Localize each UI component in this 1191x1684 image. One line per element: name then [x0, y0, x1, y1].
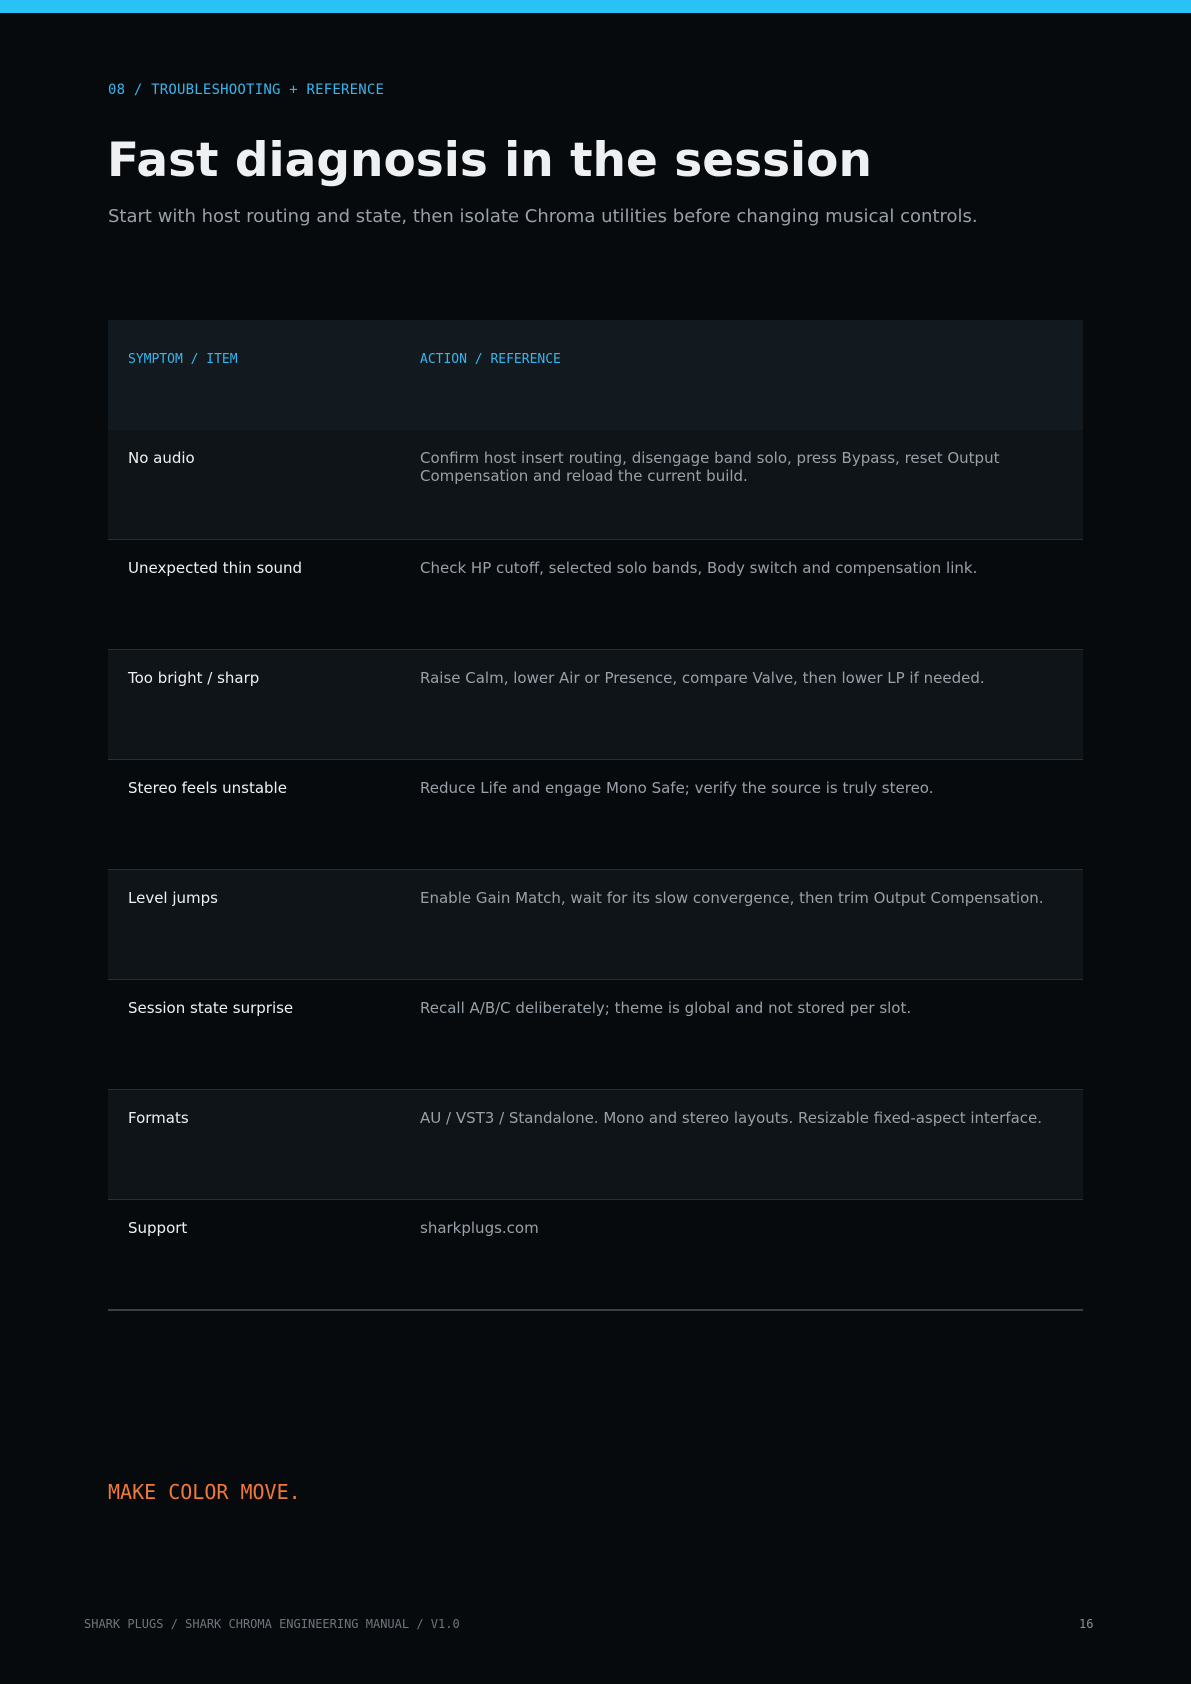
symptom-cell: Unexpected thin sound: [128, 559, 303, 577]
top-accent-bar: [0, 0, 1191, 13]
page-number: 16: [1079, 1617, 1094, 1631]
symptom-cell: Support: [128, 1219, 188, 1237]
column-header-symptom: SYMPTOM / ITEM: [128, 352, 238, 367]
page-subtitle: Start with host routing and state, then isolate Chroma utilities before changing musical controls.: [108, 206, 978, 227]
action-cell: Enable Gain Match, wait for its slow convergence, then trim Output Compensation.: [420, 889, 1044, 907]
symptom-cell: No audio: [128, 449, 195, 467]
table-row: [108, 980, 1083, 1090]
action-cell: Raise Calm, lower Air or Presence, compare Valve, then lower LP if needed.: [420, 669, 985, 687]
action-cell: AU / VST3 / Standalone. Mono and stereo layouts. Resizable fixed-aspect interface.: [420, 1109, 1043, 1127]
action-cell: Reduce Life and engage Mono Safe; verify the source is truly stereo.: [420, 779, 934, 797]
table-row: [108, 870, 1083, 980]
table-row: [108, 430, 1083, 540]
footer-document-title: SHARK PLUGS / SHARK CHROMA ENGINEERING MANUAL / V1.0: [84, 1617, 460, 1631]
action-cell: Recall A/B/C deliberately; theme is global and not stored per slot.: [420, 999, 912, 1017]
table-row: [108, 650, 1083, 760]
symptom-cell: Formats: [128, 1109, 189, 1127]
table-row: [108, 1200, 1083, 1311]
troubleshooting-table: [108, 320, 1083, 1311]
tagline: MAKE COLOR MOVE.: [108, 1480, 301, 1504]
section-label: 08 / TROUBLESHOOTING + REFERENCE: [108, 82, 385, 98]
table-row: [108, 540, 1083, 650]
symptom-cell: Stereo feels unstable: [128, 779, 287, 797]
table-header: [108, 320, 1083, 430]
support-link[interactable]: sharkplugs.com: [420, 1219, 539, 1237]
symptom-cell: Too bright / sharp: [128, 669, 260, 687]
symptom-cell: Level jumps: [128, 889, 218, 907]
action-cell: Confirm host insert routing, disengage band solo, press Bypass, reset Output Compensation and reload the current build.: [420, 449, 1000, 485]
action-cell: Check HP cutoff, selected solo bands, Body switch and compensation link.: [420, 559, 978, 577]
symptom-cell: Session state surprise: [128, 999, 294, 1017]
table-row: [108, 760, 1083, 870]
table-row: [108, 1090, 1083, 1200]
column-header-action: ACTION / REFERENCE: [420, 352, 561, 367]
page-title: Fast diagnosis in the session: [107, 133, 872, 188]
